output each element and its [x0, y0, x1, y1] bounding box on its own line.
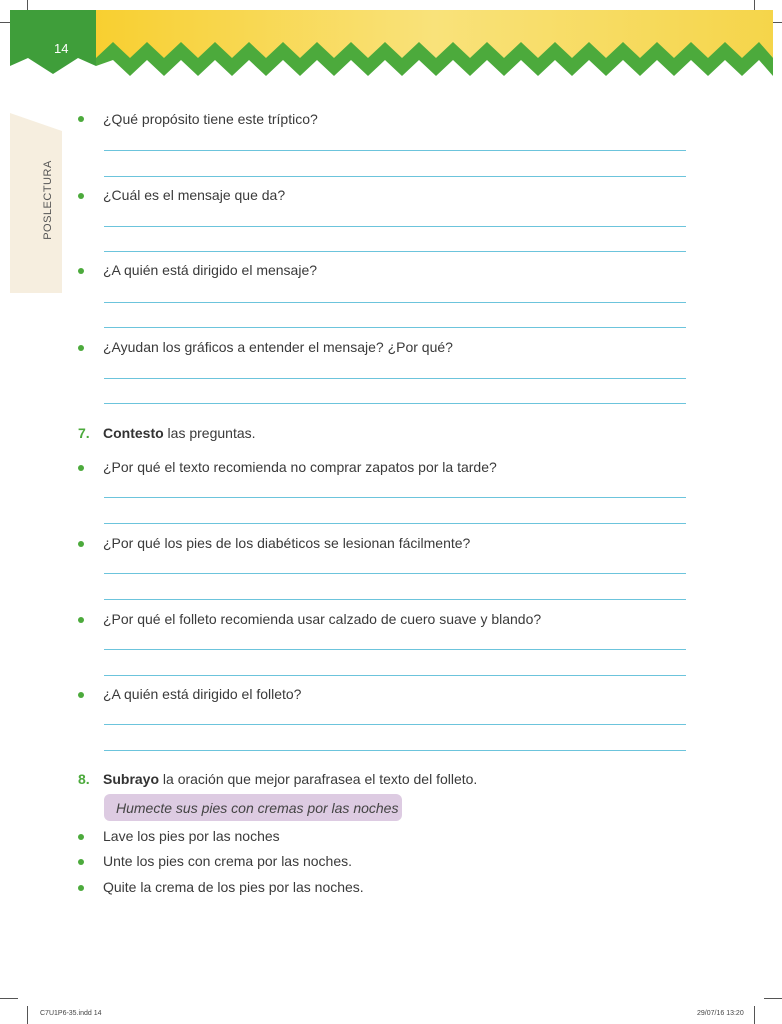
question-text: ¿Qué propósito tiene este tríptico? — [103, 111, 318, 127]
exercise-verb: Contesto — [103, 425, 164, 441]
crop-mark — [0, 998, 18, 999]
bullet-icon — [78, 465, 84, 471]
answer-line[interactable] — [104, 675, 686, 676]
option-text[interactable]: Quite la crema de los pies por las noches. — [103, 879, 364, 895]
footer-date: 29/07/16 13:20 — [697, 1010, 744, 1017]
bullet-icon — [78, 834, 84, 840]
crop-mark — [754, 1006, 755, 1024]
answer-line[interactable] — [104, 226, 686, 227]
side-tab-label: POSLECTURA — [42, 160, 54, 240]
question-text: ¿Por qué el texto recomienda no comprar zapatos por la tarde? — [103, 459, 497, 475]
answer-line[interactable] — [104, 599, 686, 600]
answer-line[interactable] — [104, 302, 686, 303]
answer-line[interactable] — [104, 251, 686, 252]
answer-line[interactable] — [104, 750, 686, 751]
bullet-icon — [78, 617, 84, 623]
bullet-icon — [78, 116, 84, 122]
question-text: ¿Por qué el folleto recomienda usar calzado de cuero suave y blando? — [103, 611, 542, 627]
question-text: ¿A quién está dirigido el mensaje? — [103, 262, 318, 278]
crop-mark — [764, 998, 782, 999]
answer-line[interactable] — [104, 403, 686, 404]
answer-line[interactable] — [104, 523, 686, 524]
answer-line[interactable] — [104, 649, 686, 650]
answer-line[interactable] — [104, 724, 686, 725]
question-text: ¿Ayudan los gráficos a entender el mensaje? ¿Por qué? — [103, 339, 453, 355]
header-banner — [0, 0, 782, 80]
page-number-tab — [10, 10, 96, 74]
answer-line[interactable] — [104, 573, 686, 574]
page-number: 14 — [54, 41, 69, 56]
answer-line[interactable] — [104, 176, 686, 177]
answer-line[interactable] — [104, 497, 686, 498]
bullet-icon — [78, 885, 84, 891]
exercise-8-heading — [78, 771, 477, 787]
question-text: ¿A quién está dirigido el folleto? — [103, 686, 302, 702]
answer-line[interactable] — [104, 327, 686, 328]
bullet-icon — [78, 193, 84, 199]
bullet-icon — [78, 859, 84, 865]
exercise-verb: Subrayo — [103, 771, 160, 787]
bullet-icon — [78, 541, 84, 547]
answer-line[interactable] — [104, 378, 686, 379]
exercise-number: 7. — [78, 425, 90, 441]
question-text: ¿Cuál es el mensaje que da? — [103, 187, 286, 203]
exercise-7-heading — [78, 425, 256, 441]
footer-file: C7U1P6-35.indd 14 — [40, 1010, 102, 1017]
option-text[interactable]: Unte los pies con crema por las noches. — [103, 853, 353, 869]
bullet-icon — [78, 692, 84, 698]
exercise-number: 8. — [78, 771, 90, 787]
bullet-icon — [78, 268, 84, 274]
crop-mark — [27, 1006, 28, 1024]
highlighted-sentence: Humecte sus pies con cremas por las noches — [116, 800, 399, 816]
exercise-instruction: las preguntas. — [163, 425, 256, 441]
question-text: ¿Por qué los pies de los diabéticos se lesionan fácilmente? — [103, 535, 471, 551]
answer-line[interactable] — [104, 150, 686, 151]
side-tab — [10, 113, 62, 293]
exercise-instruction: la oración que mejor parafrasea el texto del folleto. — [159, 771, 478, 787]
bullet-icon — [78, 345, 84, 351]
option-text[interactable]: Lave los pies por las noches — [103, 828, 280, 844]
